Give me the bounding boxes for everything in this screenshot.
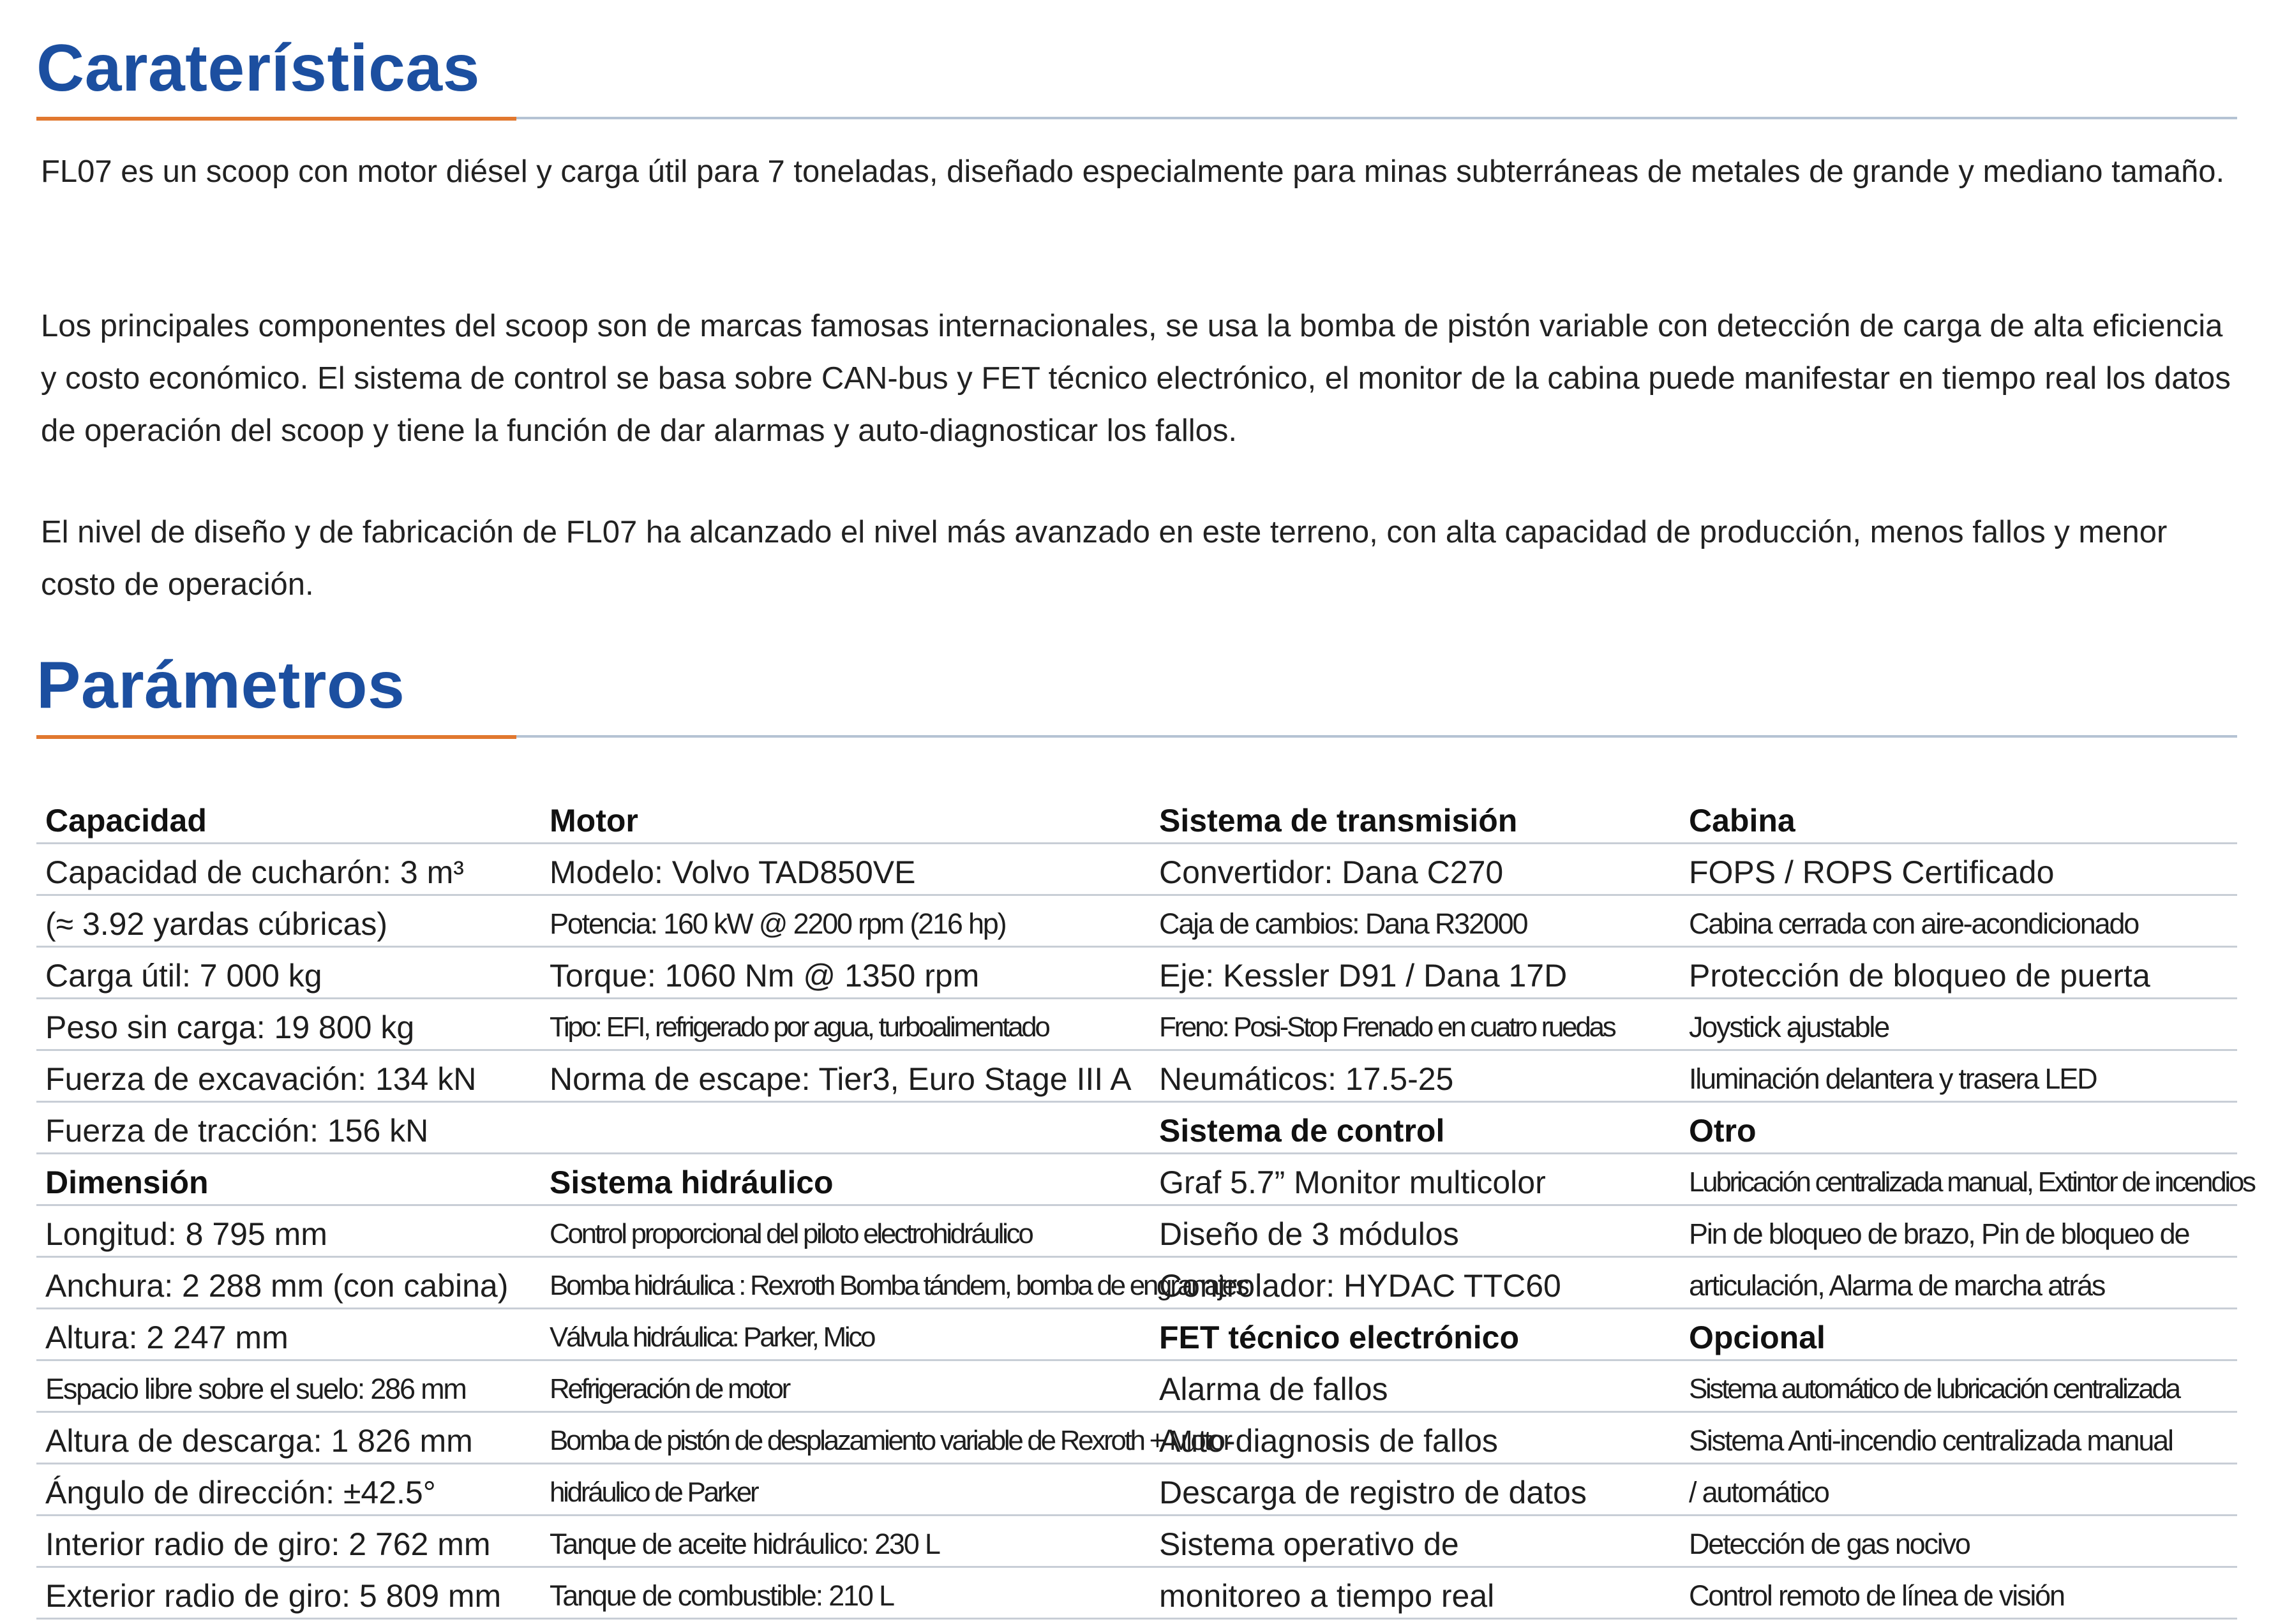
spec-row: Modelo: Volvo TAD850VE	[541, 844, 1150, 896]
spec-row: Iluminación delantera y trasera LED	[1680, 1051, 2237, 1103]
spec-row: Alarma de fallos	[1150, 1361, 1680, 1413]
intro-paragraph: FL07 es un scoop con motor diésel y carga útil para 7 toneladas, diseñado especialmente para minas subterráneas de metales de grande y mediano tamaño.	[41, 154, 2225, 189]
spec-row: Protección de bloqueo de puerta	[1680, 948, 2237, 999]
spec-row: Bomba hidráulica : Rexroth Bomba tándem, bomba de engranajes	[541, 1258, 1150, 1309]
spec-column-transmision	[1150, 793, 1680, 1620]
spec-row: Control proporcional del piloto electrohidráulico	[541, 1206, 1150, 1258]
spec-row: articulación, Alarma de marcha atrás	[1680, 1258, 2237, 1309]
spec-row: Eje: Kessler D91 / Dana 17D	[1150, 948, 1680, 999]
spec-row: Caja de cambios: Dana R32000	[1150, 896, 1680, 948]
spec-group-heading: Sistema de control	[1150, 1103, 1680, 1154]
spec-row: FOPS / ROPS Certificado	[1680, 844, 2237, 896]
spec-row: Ángulo de dirección: ±42.5°	[36, 1464, 541, 1516]
spec-row: Capacidad de cucharón: 3 m³	[36, 844, 541, 896]
caracteristicas-divider-accent	[36, 117, 516, 121]
spec-column-capacidad	[36, 793, 541, 1620]
spec-row: Sistema automático de lubricación centralizada	[1680, 1361, 2237, 1413]
spec-row: Convertidor: Dana C270	[1150, 844, 1680, 896]
spec-group-heading: Sistema de transmisión	[1150, 793, 1680, 844]
parametros-divider	[36, 735, 2237, 738]
parametros-title: Parámetros	[36, 648, 405, 722]
spec-row: (≈ 3.92 yardas cúbricas)	[36, 896, 541, 948]
spec-row: Exterior radio de giro: 5 809 mm	[36, 1568, 541, 1620]
spec-row: Interior radio de giro: 2 762 mm	[36, 1516, 541, 1568]
spec-row	[541, 1103, 1150, 1154]
spec-group-heading: Dimensión	[36, 1154, 541, 1206]
spec-row: / automático	[1680, 1464, 2237, 1516]
spec-row: Lubricación centralizada manual, Extintor de incendios	[1680, 1154, 2237, 1206]
spec-column-motor	[541, 793, 1248, 1620]
spec-group-heading: Capacidad	[36, 793, 541, 844]
components-paragraph: Los principales componentes del scoop son de marcas famosas internacionales, se usa la bomba de pistón variable con detección de carga de alta eficiencia y costo económico. El sistema de control se basa sobre CAN-bus y FET técnico electrónico, el monitor de la cabina puede manifestar en tiempo real los datos de operación del scoop y tiene la función de dar alarmas y auto-diagnosticar los fallos.	[41, 309, 2231, 448]
spec-row: Controlador: HYDAC TTC60	[1150, 1258, 1680, 1309]
spec-row: Graf 5.7” Monitor multicolor	[1150, 1154, 1680, 1206]
spec-row: Refrigeración de motor	[541, 1361, 1150, 1413]
spec-group-heading: Sistema hidráulico	[541, 1154, 1150, 1206]
spec-row: Bomba de pistón de desplazamiento variable de Rexroth + Motor	[541, 1413, 1150, 1464]
spec-row: Altura: 2 247 mm	[36, 1309, 541, 1361]
spec-column-cabina	[1680, 793, 2254, 1620]
spec-row: Carga útil: 7 000 kg	[36, 948, 541, 999]
design-paragraph: El nivel de diseño y de fabricación de FL07 ha alcanzado el nivel más avanzado en este terreno, con alta capacidad de producción, menos fallos y menor costo de operación.	[41, 515, 2168, 602]
spec-row: Altura de descarga: 1 826 mm	[36, 1413, 541, 1464]
spec-group-heading: Otro	[1680, 1103, 2237, 1154]
spec-group-heading: Opcional	[1680, 1309, 2237, 1361]
spec-row: Diseño de 3 módulos	[1150, 1206, 1680, 1258]
spec-row: Longitud: 8 795 mm	[36, 1206, 541, 1258]
spec-group-heading: Motor	[541, 793, 1150, 844]
spec-row: Potencia: 160 kW @ 2200 rpm (216 hp)	[541, 896, 1150, 948]
spec-row: Freno: Posi-Stop Frenado en cuatro ruedas	[1150, 999, 1680, 1051]
spec-row: Cabina cerrada con aire-acondicionado	[1680, 896, 2237, 948]
spec-row: Descarga de registro de datos	[1150, 1464, 1680, 1516]
spec-row: Fuerza de excavación: 134 kN	[36, 1051, 541, 1103]
spec-row: hidráulico de Parker	[541, 1464, 1150, 1516]
caracteristicas-title: Caraterísticas	[36, 31, 480, 105]
spec-row: Neumáticos: 17.5-25	[1150, 1051, 1680, 1103]
spec-row: Pin de bloqueo de brazo, Pin de bloqueo de	[1680, 1206, 2237, 1258]
spec-row: Válvula hidráulica: Parker, Mico	[541, 1309, 1150, 1361]
spec-row: Espacio libre sobre el suelo: 286 mm	[36, 1361, 541, 1413]
spec-row: Anchura: 2 288 mm (con cabina)	[36, 1258, 541, 1309]
spec-row: Peso sin carga: 19 800 kg	[36, 999, 541, 1051]
spec-row: Tipo: EFI, refrigerado por agua, turboalimentado	[541, 999, 1150, 1051]
spec-group-heading: Cabina	[1680, 793, 2237, 844]
parametros-divider-accent	[36, 735, 516, 739]
caracteristicas-divider	[36, 117, 2237, 119]
spec-group-heading: FET técnico electrónico	[1150, 1309, 1680, 1361]
spec-row: Tanque de aceite hidráulico: 230 L	[541, 1516, 1150, 1568]
spec-row: monitoreo a tiempo real	[1150, 1568, 1680, 1620]
spec-row: Joystick ajustable	[1680, 999, 2237, 1051]
spec-row: Norma de escape: Tier3, Euro Stage III A	[541, 1051, 1150, 1103]
spec-row: Tanque de combustible: 210 L	[541, 1568, 1150, 1620]
spec-row: Sistema operativo de	[1150, 1516, 1680, 1568]
spec-row: Torque: 1060 Nm @ 1350 rpm	[541, 948, 1150, 999]
spec-row: Control remoto de línea de visión	[1680, 1568, 2237, 1620]
spec-row: Auto-diagnosis de fallos	[1150, 1413, 1680, 1464]
spec-row: Sistema Anti-incendio centralizada manual	[1680, 1413, 2237, 1464]
spec-row: Detección de gas nocivo	[1680, 1516, 2237, 1568]
spec-row: Fuerza de tracción: 156 kN	[36, 1103, 541, 1154]
